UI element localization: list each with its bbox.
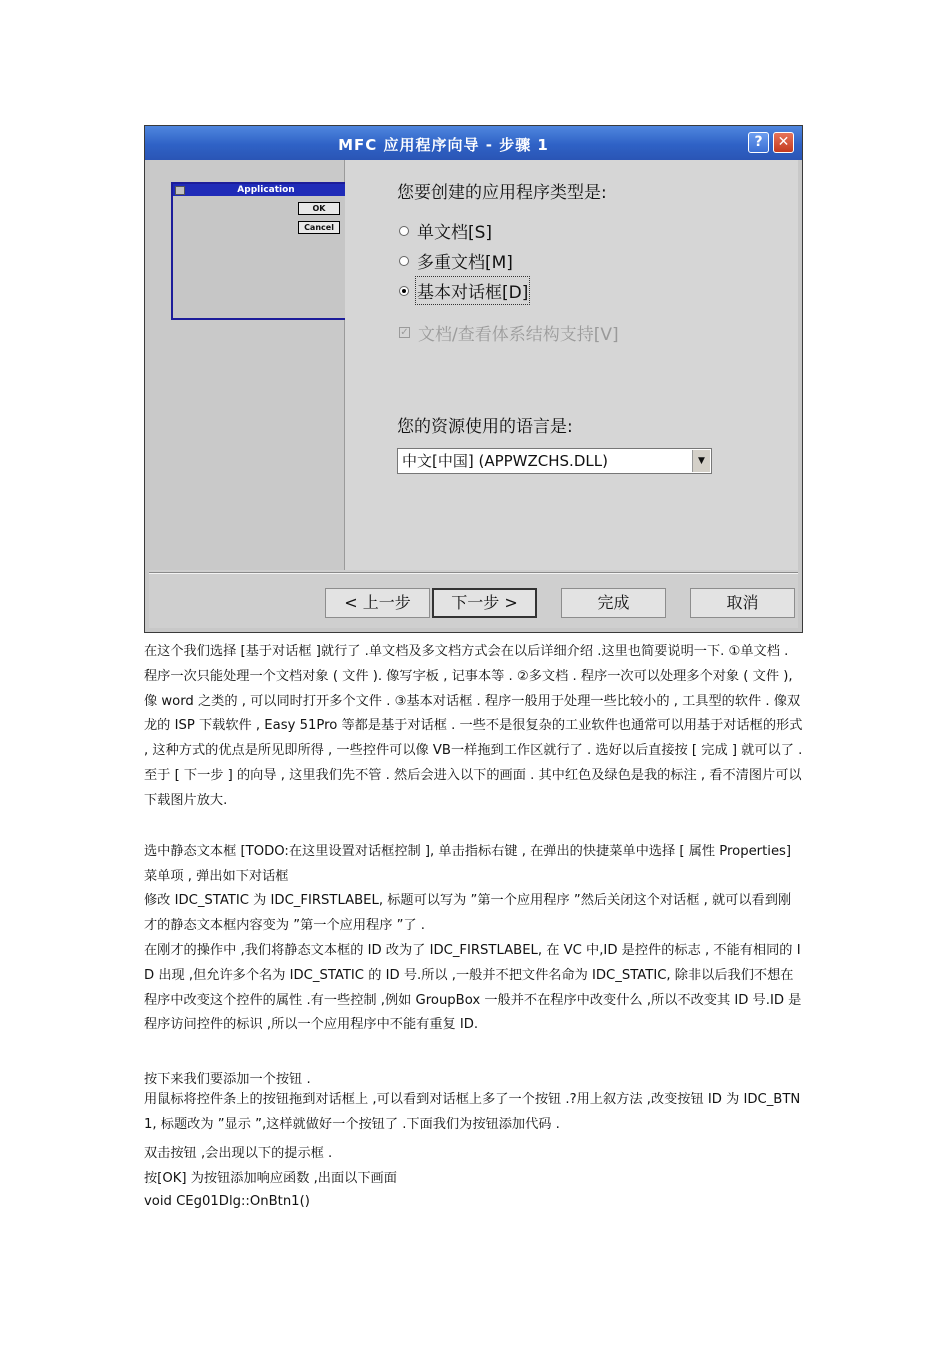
app-type-question: 您要创建的应用程序类型是: (397, 183, 607, 203)
radio-selected-icon[interactable] (399, 286, 409, 296)
radio-label: 单文档[S] (417, 223, 493, 243)
radio-icon[interactable] (399, 226, 409, 236)
mfc-wizard-dialog (144, 125, 803, 633)
options-panel (345, 160, 798, 570)
language-select[interactable] (397, 448, 712, 474)
docview-checkbox-row (399, 320, 619, 345)
dialog-client (149, 160, 798, 628)
code-onbtn1: void CEg01Dlg::OnBtn1() (144, 1194, 310, 1209)
close-icon[interactable]: ✕ (773, 132, 794, 153)
paragraph-id-explanation: 在刚才的操作中 ,我们将静态文本框的 ID 改为了 IDC_FIRSTLABEL, 在 VC 中,ID 是控件的标志 , 不能有相同的 ID 出现 ,但允许多个名为 IDC_STATIC 的 ID 号.所以 ,一般并不把文件名命为 IDC_STATIC, 除非以后我们不想在程序中改变这个控件的属性 .有一些控制 ,例如 GroupBox 一般并不在程序中改变什么 ,所以不改变其 ID 号.ID 是程序访问控件的标识 ,所以一个应用程序中不能有重复 ID. (144, 943, 802, 1033)
language-label: 您的资源使用的语言是: (397, 417, 573, 437)
paragraph-select-static: 选中静态文本框 [TODO:在这里设置对话框控制 ], 单击指标右键 , 在弹出的快捷菜单中选择 [ 属性 Properties] 菜单项 , 弹出如下对话框 (144, 844, 792, 884)
paragraph-double-click: 双击按钮 ,会出现以下的提示框 . (144, 1146, 333, 1161)
preview-ok-button: OK (298, 202, 340, 215)
language-value: 中文[中国] (APPWZCHS.DLL) (402, 452, 608, 470)
back-button[interactable]: < 上一步 (325, 588, 430, 618)
radio-multi-document[interactable] (399, 248, 513, 273)
button-separator (149, 572, 798, 574)
radio-icon[interactable] (399, 256, 409, 266)
paragraph-app-types: 在这个我们选择 [基于对话框 ]就行了 .单文档及多文档方式会在以后详细介绍 .这里也简要说明一下. ①单文档 . 程序一次只能处理一个文档对象 ( 文件 ). 像写字板 , 记事本等 . ②多文档 . 程序一次可以处理多个对象 ( 文件 ), 像 word 之类的 , 可以同时打开多个文件 . ③基本对话框 . 程序一般用于处理一些比较小的 , 工具型的软件 . 像双龙的 ISP 下载软件 , Easy 51Pro 等都是基于对话框 . 一些不是很复杂的工业软件也通常可以用基于对话框的形式 , 这种方式的优点是所见即所得 , 一些控件可以像 VB一样拖到工作区就行了 . 选好以后直接按 [ 完成 ] 就可以了 . 至于 [ 下一步 ] 的向导 , 这里我们先不管 . 然后会进入以下的画面 . 其中红色及绿色是我的标注 , 看不清图片可以下载图片放大. (144, 644, 803, 808)
chevron-down-icon[interactable]: ▼ (692, 450, 710, 472)
docview-checkbox-label: 文档/查看体系结构支持[V] (418, 325, 619, 345)
cancel-button[interactable]: 取消 (690, 588, 795, 618)
next-button[interactable]: 下一步 > (432, 588, 537, 618)
paragraph-press-ok: 按[OK] 为按钮添加响应函数 ,出面以下画面 (144, 1171, 397, 1186)
application-preview (171, 182, 361, 320)
paragraph-drag-button: 用鼠标将控件条上的按钮拖到对话框上 ,可以看到对话框上多了一个按钮 .?用上叙方法 ,改变按钮 ID 为 IDC_BTN1, 标题改为 ”显示 ”,这样就做好一个按钮了 .下面我们为按钮添加代码 . (144, 1092, 801, 1132)
help-icon[interactable]: ? (748, 132, 769, 153)
preview-cancel-button: Cancel (298, 221, 340, 234)
finish-button[interactable]: 完成 (561, 588, 666, 618)
radio-label: 基本对话框[D] (417, 278, 528, 303)
preview-panel (149, 160, 345, 570)
paragraph-modify-id: 修改 IDC_STATIC 为 IDC_FIRSTLABEL, 标题可以写为 ”第一个应用程序 ”然后关闭这个对话框 , 就可以看到刚才的静态文本框内容变为 ”第一个应用程序 ”了 . (144, 893, 792, 933)
dialog-title: MFC 应用程序向导 - 步骤 1 (338, 136, 549, 154)
radio-label: 多重文档[M] (417, 253, 513, 273)
dialog-titlebar (145, 126, 802, 160)
paragraph-add-button: 按下来我们要添加一个按钮 . (144, 1072, 311, 1087)
radio-dialog-based[interactable] (399, 278, 528, 303)
radio-single-document[interactable] (399, 218, 492, 243)
system-menu-icon (175, 186, 185, 195)
checkbox-checked-icon: ✓ (400, 327, 409, 338)
preview-title: Application (173, 184, 359, 196)
